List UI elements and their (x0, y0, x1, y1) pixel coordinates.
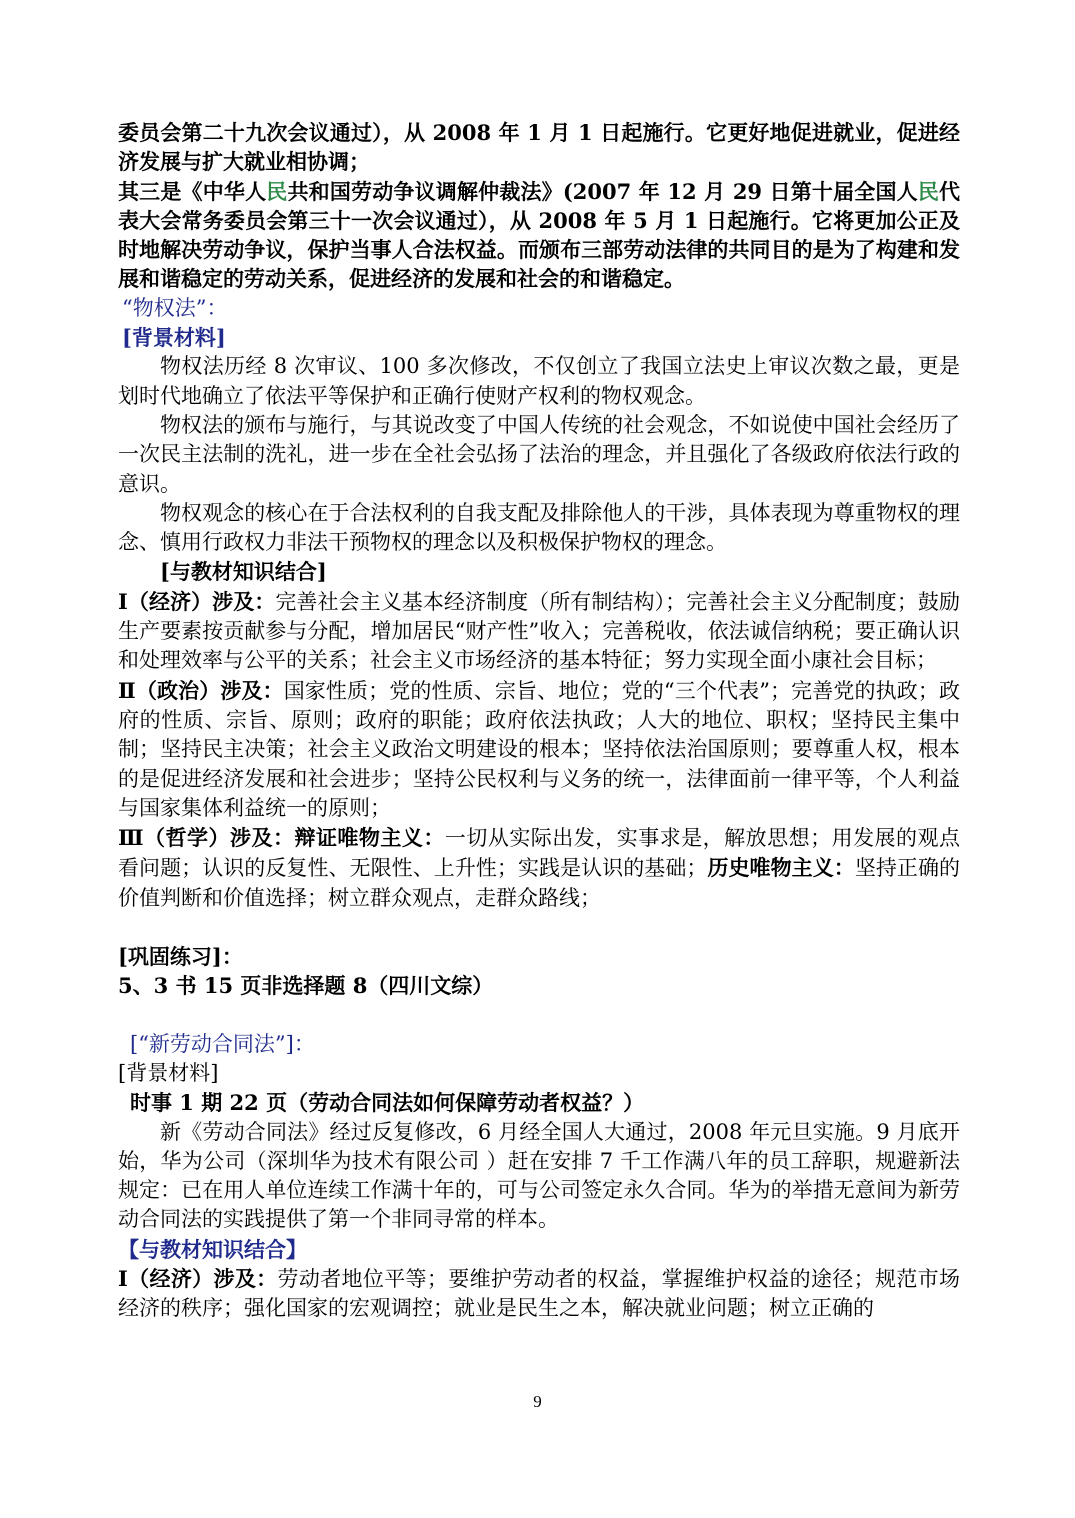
dialectical-materialism-label: 辩证唯物主义： (294, 825, 445, 851)
paragraph-property-law-3: 物权观念的核心在于合法权利的自我支配及排除他人的干涉，具体表现为尊重物权的理念、慎用行政权力非法干预物权的理念以及积极保护物权的理念。 (118, 500, 960, 555)
text-run-highlight: 民 (917, 178, 940, 204)
page-body (118, 118, 960, 1324)
spacer (118, 1001, 960, 1030)
news-reference-title: 时事 1 期 22 页（劳动合同法如何保障劳动者权益？） (130, 1090, 645, 1116)
label-textbook-knowledge: [与教材知识结合] (160, 559, 327, 585)
economics-heading: Ⅰ（经济）涉及： (118, 588, 276, 614)
paragraph-labor-promotion-law: 委员会第二十九次会议通过），从 2008 年 1 月 1 日起施行。它更好地促进就业，促进经济发展与扩大就业相协调； (118, 120, 960, 175)
section-heading-practice: [巩固练习]： (118, 944, 243, 970)
paragraph-politics (118, 676, 960, 823)
economics-body: 完善社会主义基本经济制度（所有制结构）；完善社会主义分配制度；鼓励生产要素按贡献参与分配，增加居民“财产性”收入；完善税收，依法诚信纳税；要正确认识和处理效率与公平的关系；社会主义市场经济的基本特征；努力实现全面小康社会目标； (118, 589, 960, 673)
label-background-material: [背景材料] (122, 325, 226, 351)
paragraph-property-law-2: 物权法的颁布与施行，与其说改变了中国人传统的社会观念，不如说使中国社会经历了一次民主法制的洗礼，进一步在全社会弘扬了法治的理念，并且强化了各级政府依法行政的意识。 (118, 412, 960, 496)
paragraph-labor-contract: 新《劳动合同法》经过反复修改，6 月经全国人大通过，2008 年元旦实施。9 月底开始，华为公司（深圳华为技术有限公司 ）赶在安排 7 千工作满八年的员工辞职，规避新法规定：已在用人单位连续工作满十年的，可与公司签定永久合同。华为的举措无意间为新劳动合同法的实践提供了第一个非同寻常的样本。 (118, 1119, 960, 1232)
economics-body-2: 劳动者地位平等；要维护劳动者的权益，掌握维护权益的途径；规范市场经济的秩序；强化国家的宏观调控；就业是民生之本，解决就业问题；树立正确的 (118, 1266, 960, 1321)
text-run: 共和国劳动争议调解仲裁法》(2007 年 12 月 29 日第十届全国人 (287, 178, 918, 204)
page-number: 9 (533, 1392, 542, 1411)
paragraph-economics-2 (118, 1264, 960, 1324)
section-heading-property-law: “物权法”： (122, 295, 228, 320)
politics-body: 国家性质；党的性质、宗旨、地位；党的“三个代表”；完善党的执政；政府的性质、宗旨、原则；政府的职能；政府依法执政；人大的地位、职权；坚持民主集中制；坚持民主决策；社会主义政治文明建设的根本；坚持依法治国原则；要尊重人权，根本的是促进经济发展和社会进步；坚持公民权利与义务的统一，法律面前一律平等，个人利益与国家集体利益统一的原则； (118, 678, 960, 820)
philosophy-body-2: 坚持正确的价值判断和价值选择；树立群众观点，走群众路线； (118, 856, 961, 910)
paragraph-philosophy (118, 823, 960, 913)
philosophy-body-1: 一切从实际出发，实事求是，解放思想；用发展的观点看问题；认识的反复性、无限性、上升性；实践是认识的基础； (118, 826, 961, 881)
paragraph-labor-arbitration-law (118, 177, 960, 294)
spacer (118, 913, 960, 942)
historical-materialism-label: 历史唯物主义： (707, 855, 855, 881)
label-background-material-2: [背景材料] (118, 1060, 219, 1085)
practice-item: 5、3 书 15 页非选择题 8（四川文综） (118, 973, 494, 999)
label-textbook-knowledge-2: 【与教材知识结合】 (118, 1236, 307, 1262)
philosophy-heading: Ⅲ（哲学）涉及： (118, 825, 295, 851)
paragraph-economics (118, 587, 960, 676)
text-run-highlight: 民 (266, 178, 288, 204)
economics-heading-2: Ⅰ（经济）涉及： (118, 1265, 278, 1291)
text-run: 其三是《中华人 (118, 178, 267, 204)
politics-heading: Ⅱ（政治）涉及： (118, 677, 284, 703)
paragraph-property-law-1: 物权法历经 8 次审议、100 多次修改，不仅创立了我国立法史上审议次数之最，更是划时代地确立了依法平等保护和正确行使财产权利的物权观念。 (118, 354, 960, 408)
section-heading-labor-contract-law: [“新劳动合同法”]： (130, 1031, 315, 1056)
text-run: 代表大会常务委员会第三十一次会议通过），从 2008 年 5 月 1 日起施行。它将更加公正及时地解决劳动争议，保护当事人合法权益。而颁布三部劳动法律的共同目的是为了构建和发展和谐稳定的劳动关系，促进经济的发展和社会的和谐稳定。 (118, 178, 961, 292)
